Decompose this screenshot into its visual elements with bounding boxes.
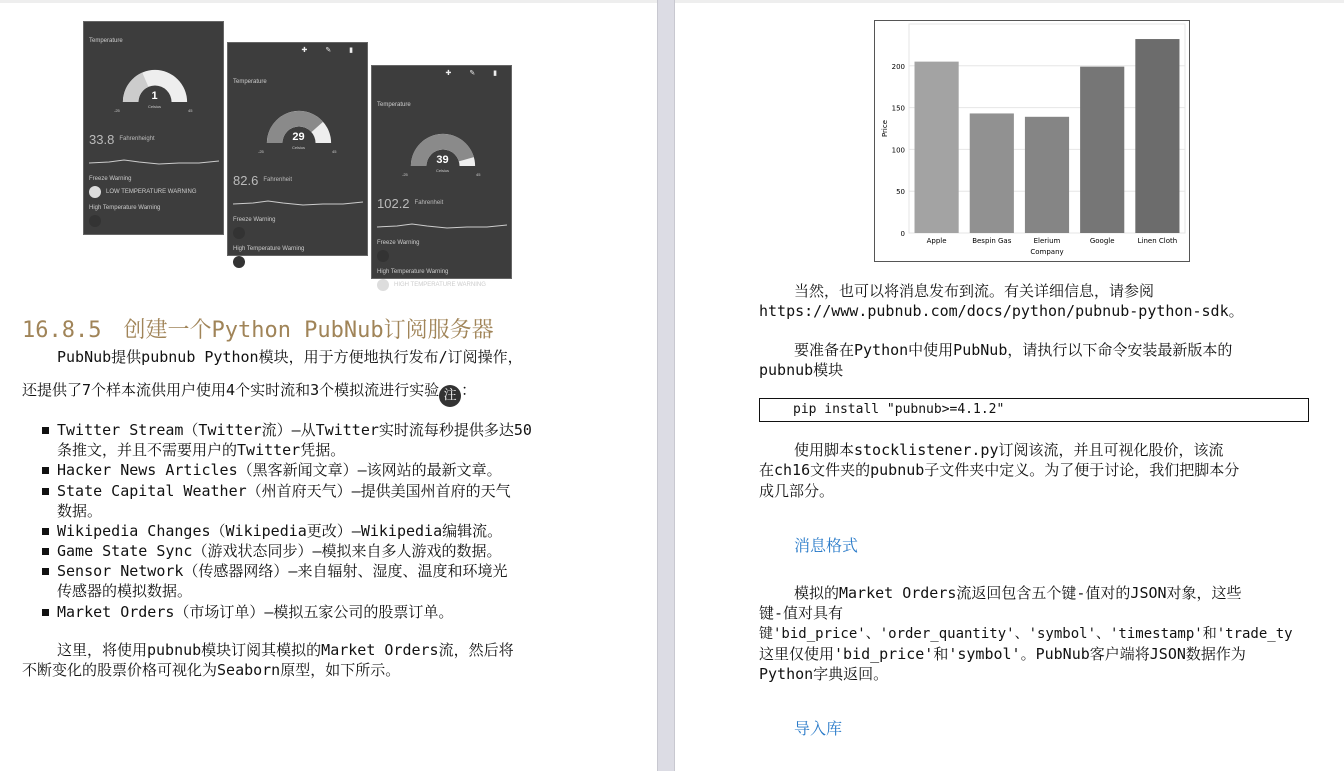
toolbar-icons[interactable]: ✚ ✎ ▮ [301,47,361,54]
footnote-marker[interactable]: 注 [439,385,461,407]
bar [1135,39,1179,233]
gauge-max: 45 [332,149,337,154]
paragraph-text: ： [461,381,477,399]
celsius-label: Celsius [291,145,306,150]
high-temp-indicator [89,215,101,227]
x-tick-label: Linen Cloth [1137,237,1178,245]
celsius-label: Celsius [147,104,162,109]
list-item: Twitter Stream（Twitter流）—从Twitter实时流每秒提供多达50 [57,421,532,439]
fahrenheit-label: Fahrenheit [263,177,292,183]
y-tick-label: 200 [891,62,905,71]
bar [1025,117,1069,233]
subheading-import-libraries: 导入库 [794,719,843,738]
sparkline [233,198,363,208]
paragraph: 不断变化的股票价格可视化为Seaborn原型，如下所示。 [22,661,401,679]
list-item: State Capital Weather（州首府天气）—提供美国州首府的天气 [57,482,511,500]
toolbar-icons[interactable]: ✚ ✎ ▮ [445,70,505,77]
high-temp-indicator [377,279,389,291]
temperature-dashboard [227,42,368,256]
subheading-message-format: 消息格式 [794,536,859,555]
celsius-value: 39 [436,154,449,166]
high-temp-label: High Temperature Warning [377,269,449,275]
fahrenheit-label: Fahrenheit [414,200,444,206]
freeze-indicator [89,186,101,198]
celsius-value: 29 [292,131,305,143]
panel-title: Temperature [377,102,411,108]
high-temp-label: High Temperature Warning [89,205,161,211]
x-tick-label: Google [1089,237,1115,245]
list-item: Hacker News Articles（黑客新闻文章）—该网站的最新文章。 [57,461,502,479]
celsius-label: Celsius [435,168,450,173]
gauge-min: -25 [402,172,408,177]
y-axis-label: Price [881,119,889,138]
y-tick-label: 100 [891,146,905,155]
list-item: Sensor Network（传感器网络）—来自辐射、湿度、温度和环境光 [57,562,508,580]
fahrenheit-readout [233,173,292,188]
high-temp-text: HIGH TEMPERATURE WARNING [394,282,486,288]
list-item: Game State Sync（游戏状态同步）—模拟来自多人游戏的数据。 [57,542,502,560]
pubnub-docs-link[interactable]: https://www.pubnub.com/docs/python/pubnub-python-sdk。 [759,302,1244,320]
page-gutter-scrollbar[interactable] [657,0,675,771]
list-item: 数据。 [57,502,103,520]
bar [970,113,1014,233]
list-item: 传感器的模拟数据。 [57,582,193,600]
high-temp-indicator [233,256,245,268]
fahrenheit-label: Fahrenheight [119,136,155,142]
paragraph: 模拟的Market Orders流返回包含五个键-值对的JSON对象，这些 [794,584,1242,602]
freeze-warning-label: Freeze Warning [89,176,132,182]
freeze-indicator [233,227,245,239]
sparkline [89,157,219,167]
code-block: pip install "pubnub>=4.1.2" [759,398,1309,422]
x-tick-label: Apple [926,237,947,245]
sparkline [377,221,507,231]
paragraph: 要准备在Python中使用PubNub，请执行以下命令安装最新版本的 [794,341,1233,359]
x-tick-label: Elerium [1033,237,1061,245]
fahrenheit-value: 102.2 [377,196,410,211]
paragraph: 成几部分。 [759,482,835,500]
temperature-dashboard [83,21,224,235]
paragraph: 这里，将使用pubnub模块订阅其模拟的Market Orders流，然后将 [57,641,514,659]
bar [1080,67,1124,233]
paragraph: Python字典返回。 [759,665,889,683]
freeze-warning-text: LOW TEMPERATURE WARNING [106,189,197,195]
y-tick-label: 0 [900,230,905,238]
paragraph: PubNub提供pubnub Python模块，用于方便地执行发布/订阅操作， [57,348,523,366]
gauge-max: 45 [476,172,481,177]
paragraph: pubnub模块 [759,361,844,379]
gauge-min: -25 [258,149,264,154]
bullet-icon [42,548,49,555]
celsius-value: 1 [151,90,158,102]
freeze-warning-label: Freeze Warning [377,240,420,246]
paragraph: 键-值对具有 [759,604,844,622]
bar-chart [874,20,1190,262]
paragraph [22,380,476,407]
bullet-icon [42,467,49,474]
panel-title: Temperature [89,38,123,44]
freeze-warning-label: Freeze Warning [233,217,276,223]
paragraph: 键'bid_price'、'order_quantity'、'symbol'、'timestamp'和'trade_ty [759,626,1293,642]
fahrenheit-readout [377,196,443,211]
panel-title: Temperature [233,79,267,85]
fahrenheit-readout [89,132,155,147]
paragraph: 当然，也可以将消息发布到流。有关详细信息，请参阅 [794,282,1155,300]
fahrenheit-value: 33.8 [89,132,115,147]
gauge-min: -25 [114,108,120,113]
bullet-icon [42,528,49,535]
bullet-icon [42,427,49,434]
paragraph-text: 还提供了7个样本流供用户使用4个实时流和3个模拟流进行实验 [22,381,440,399]
bullet-icon [42,568,49,575]
x-axis-label: Company [1030,248,1064,256]
freeze-indicator [377,250,389,262]
y-tick-label: 50 [896,188,905,197]
x-tick-label: Bespin Gas [972,237,1012,245]
gauge-max: 45 [188,108,193,113]
paragraph: 这里仅使用'bid_price'和'symbol'。PubNub客户端将JSON数据作为 [759,645,1246,663]
bullet-icon [42,609,49,616]
y-tick-label: 150 [891,104,905,113]
temperature-dashboard [371,65,512,288]
chart-svg [875,21,1189,261]
bullet-icon [42,488,49,495]
section-heading: 16.8.5 创建一个Python PubNub订阅服务器 [22,318,494,343]
list-item: Market Orders（市场订单）—模拟五家公司的股票订单。 [57,603,454,621]
paragraph: 在ch16文件夹的pubnub子文件夹中定义。为了便于讨论，我们把脚本分 [759,461,1240,479]
paragraph: 使用脚本stocklistener.py订阅该流，并且可视化股价，该流 [794,441,1224,459]
list-item: Wikipedia Changes（Wikipedia更改）—Wikipedia编辑流。 [57,522,503,540]
list-item: 条推文，并且不需要用户的Twitter凭据。 [57,441,346,459]
fahrenheit-value: 82.6 [233,173,259,188]
high-temp-label: High Temperature Warning [233,246,305,252]
bar [915,62,959,233]
